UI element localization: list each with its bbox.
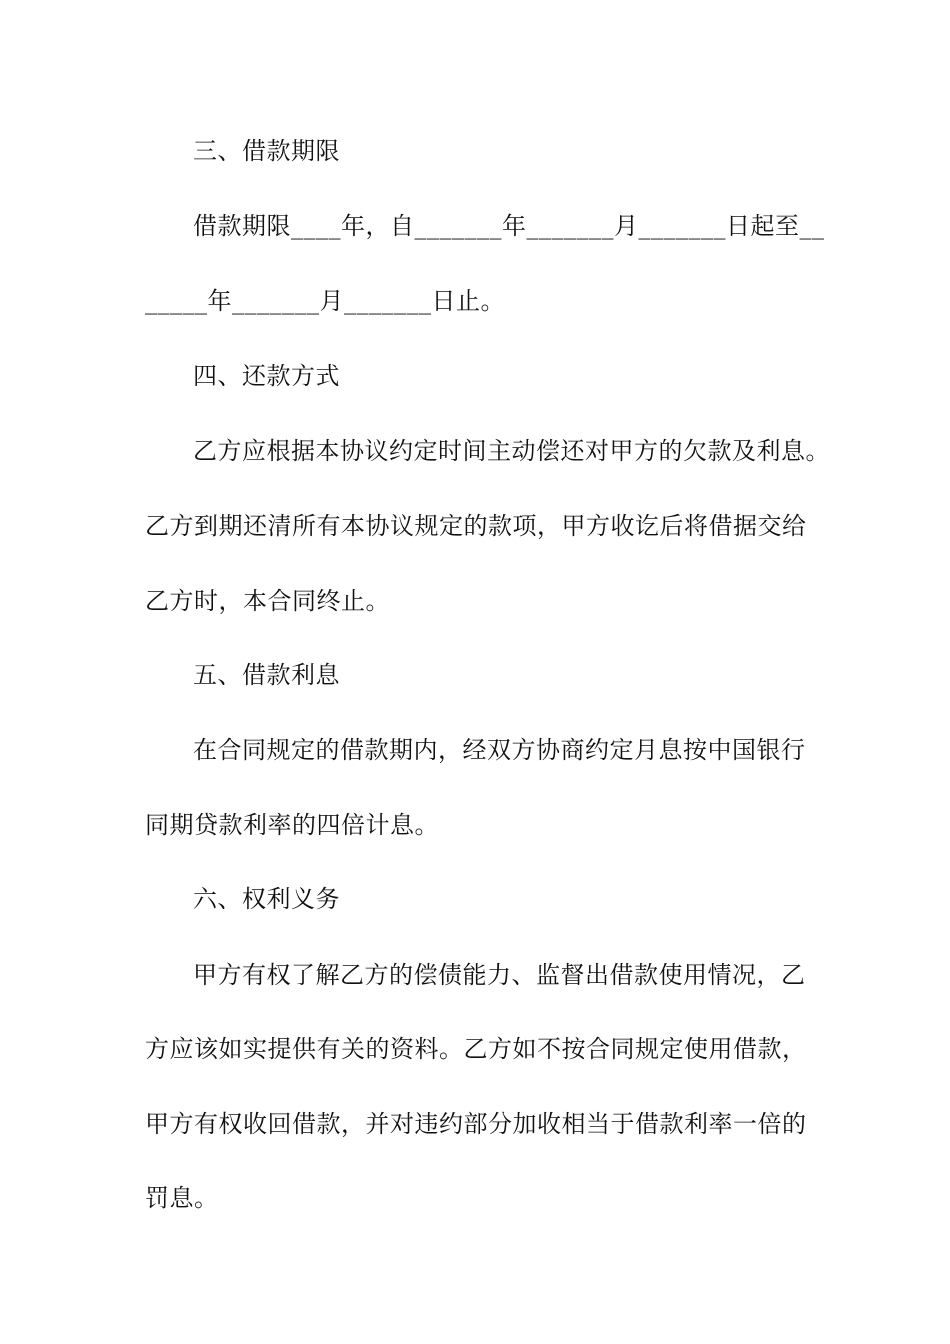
paragraph-line: 乙方时，本合同终止。: [145, 587, 390, 615]
section-heading-loan-interest: 五、借款利息: [193, 661, 340, 689]
section-heading-loan-term: 三、借款期限: [193, 137, 340, 165]
paragraph-line: 罚息。: [145, 1184, 219, 1212]
paragraph-line: _____年_______月_______日止。: [145, 287, 505, 315]
paragraph-line: 甲方有权收回借款，并对违约部分加收相当于借款利率一倍的: [145, 1110, 807, 1138]
section-heading-rights-obligations: 六、权利义务: [193, 885, 340, 913]
paragraph-line: 乙方到期还清所有本协议规定的款项，甲方收讫后将借据交给: [145, 512, 807, 540]
paragraph-line: 在合同规定的借款期内，经双方协商约定月息按中国银行: [193, 736, 806, 764]
section-heading-repayment-method: 四、还款方式: [193, 362, 340, 390]
paragraph-line: 同期贷款利率的四倍计息。: [145, 811, 439, 839]
paragraph-line: 借款期限____年，自_______年_______月_______日起至__: [193, 212, 825, 240]
paragraph-line: 方应该如实提供有关的资料。乙方如不按合同规定使用借款，: [145, 1035, 807, 1063]
paragraph-line: 乙方应根据本协议约定时间主动偿还对甲方的欠款及利息。: [193, 437, 830, 465]
paragraph-line: 甲方有权了解乙方的偿债能力、监督出借款使用情况，乙: [193, 961, 806, 989]
